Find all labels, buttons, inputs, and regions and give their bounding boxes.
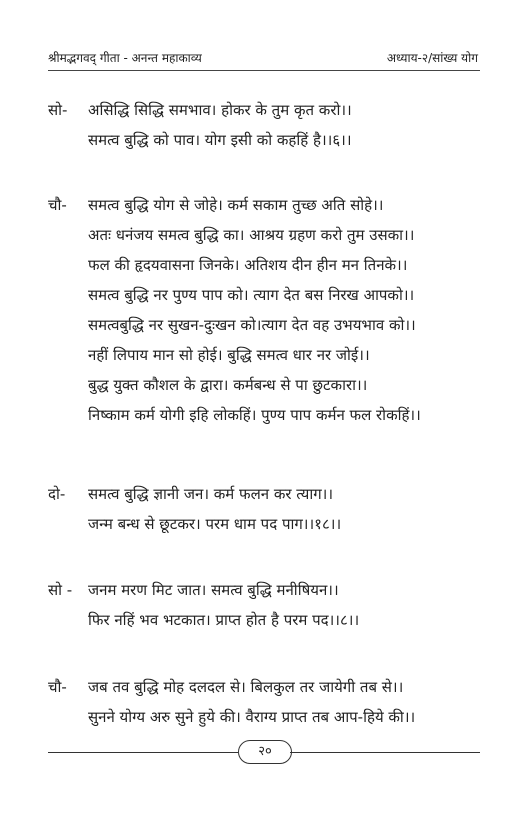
- verse-text: समत्वबुद्धि नर सुखन-दुःखन को।त्याग देत वह उभयभाव को।।: [88, 316, 416, 334]
- stanza-doha-1: [48, 479, 488, 539]
- verse-text: जनम मरण मिट जात। समत्व बुद्धि मनीषियन।।: [88, 581, 339, 599]
- stanza-label: चौ-: [48, 196, 67, 214]
- stanza-chaupai-1: [48, 190, 488, 430]
- verse-line: [48, 479, 488, 509]
- verse-line: [48, 370, 488, 400]
- verse-line: [48, 702, 488, 732]
- verse-line: [48, 125, 488, 155]
- book-title: श्रीमद्भगवद् गीता - अनन्त महाकाव्य: [48, 51, 202, 65]
- verse-text: नहीं लिपाय मान सो होई। बुद्धि समत्व धार नर जोई।।: [88, 346, 370, 364]
- stanza-label: चौ-: [48, 678, 67, 696]
- stanza-label: सो -: [48, 581, 73, 599]
- verse-line: [48, 509, 488, 539]
- page-footer: [48, 740, 480, 764]
- verse-line: [48, 220, 488, 250]
- footer-divider-left: [48, 752, 238, 753]
- stanza-label: सो-: [48, 101, 68, 119]
- stanza-chaupai-2: [48, 672, 488, 732]
- verse-line: [48, 672, 488, 702]
- page-number: २०: [238, 740, 292, 764]
- verse-line: [48, 340, 488, 370]
- verse-text: समत्व बुद्धि योग से जोहे। कर्म सकाम तुच्छ अति सोहे।।: [88, 196, 384, 214]
- verse-line: [48, 190, 488, 220]
- page-header: [48, 44, 480, 71]
- verse-line: [48, 250, 488, 280]
- stanza-label: दो-: [48, 485, 66, 503]
- verse-line: [48, 400, 488, 430]
- verse-text: समत्व बुद्धि नर पुण्य पाप को। त्याग देत बस निरख आपको।।: [88, 286, 415, 304]
- verse-text: अतः धनंजय समत्व बुद्धि का। आश्रय ग्रहण करो तुम उसका।।: [88, 226, 415, 244]
- footer-divider-right: [290, 752, 480, 753]
- verse-text: समत्व बुद्धि को पाव। योग इसी को कहहिं है।।६।।: [88, 131, 352, 149]
- stanza-soratha-2: [48, 575, 488, 635]
- verse-text: सुनने योग्य अरु सुने हुये की। वैराग्य प्राप्त तब आप-हिये की।।: [88, 708, 416, 726]
- stanza-soratha-1: [48, 95, 488, 155]
- verse-text: बुद्ध युक्त कौशल के द्वारा। कर्मबन्ध से पा छुटकारा।।: [88, 376, 368, 394]
- verse-text: जन्म बन्ध से छूटकर। परम धाम पद पाग।।१८।।: [88, 515, 342, 533]
- verse-text: समत्व बुद्धि ज्ञानी जन। कर्म फलन कर त्याग।।: [88, 485, 334, 503]
- verse-text: निष्काम कर्म योगी इहि लोकहिं। पुण्य पाप कर्मन फल रोकहिं।।: [88, 406, 421, 424]
- verse-text: जब तव बुद्धि मोह दलदल से। बिलकुल तर जायेगी तब से।।: [88, 678, 404, 696]
- verse-line: [48, 280, 488, 310]
- verse-text: फिर नहिं भव भटकात। प्राप्त होत है परम पद।।८।।: [88, 611, 360, 629]
- verse-text: फल की हृदयवासना जिनके। अतिशय दीन हीन मन तिनके।।: [88, 256, 408, 274]
- verse-line: [48, 310, 488, 340]
- verse-line: [48, 575, 488, 605]
- chapter-title: अध्याय-२/सांख्य योग: [386, 51, 478, 65]
- verse-line: [48, 95, 488, 125]
- verse-text: असिद्धि सिद्धि समभाव। होकर के तुम कृत करो।।: [88, 101, 352, 119]
- verse-line: [48, 605, 488, 635]
